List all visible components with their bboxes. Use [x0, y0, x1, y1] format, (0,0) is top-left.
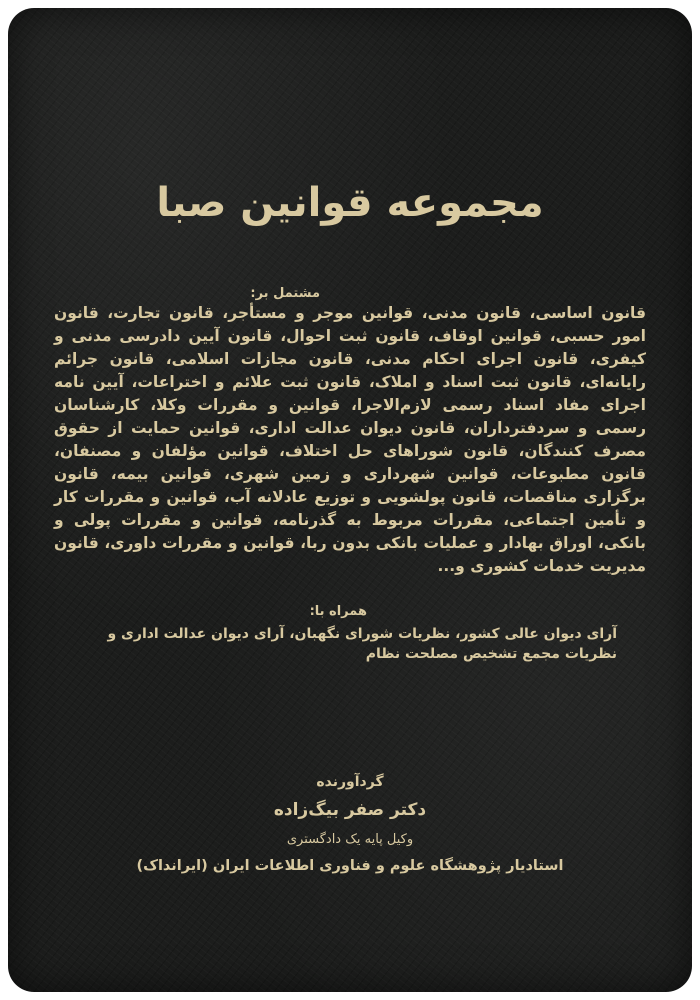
contents-list: قانون اساسی، قانون مدنی، قوانین موجر و مستأجر، قانون تجارت، قانون امور حسبی، قوانین اوقاف، قانون ثبت احوال، قانون آیین دادرسی مدنی و کیفری، قانون اجرای احکام مدنی، قانون مجازات اسلامی، قانون جرائم رایانه‌ای، قانون ثبت اسناد و املاک، قانون ثبت علائم و اختراعات، آیین نامه اجرای مفاد اسناد رسمی لازم‌الاجرا، قوانین و مقررات وکلا، کارشناسان رسمی و سردفترداران، قانون دیوان عدالت اداری، قوانین حمایت از حقوق مصرف کنندگان، قانون شوراهای حل اختلاف، قوانین مؤلفان و مصنفان، قانون مطبوعات، قوانین شهرداری و زمین شهری، قوانین بیمه، قانون برگزاری مناقصات، قانون پولشویی و توزیع عادلانه آب، قوانین و مقررات کار و تأمین اجتماعی، مقررات مربوط به گذرنامه، قوانین و مقررات پولی و بانکی، اوراق بهادار و عملیات بانکی بدون ربا، قوانین و مقررات داوری، قانون مدیریت خدمات کشوری و... [54, 304, 646, 575]
together-text: آرای دیوان عالی کشور، نظریات شورای نگهبان، آرای دیوان عدالت اداری و نظریات مجمع تشخیص مصلحت نظام [107, 626, 617, 662]
author-role: وکیل پایه یک دادگستری [286, 832, 414, 847]
book-title: مجموعه قوانین صبا [156, 180, 544, 226]
author-affiliation: استادیار پژوهشگاه علوم و فناوری اطلاعات ایران (ایرانداک) [136, 858, 564, 874]
author-name: دکتر صفر بیگ‌زاده [273, 800, 427, 820]
book-cover [8, 8, 692, 992]
together-label: همراه با: [309, 604, 367, 619]
compiler-label: گردآورنده [316, 774, 384, 790]
includes-label: مشتمل بر: [250, 286, 320, 301]
